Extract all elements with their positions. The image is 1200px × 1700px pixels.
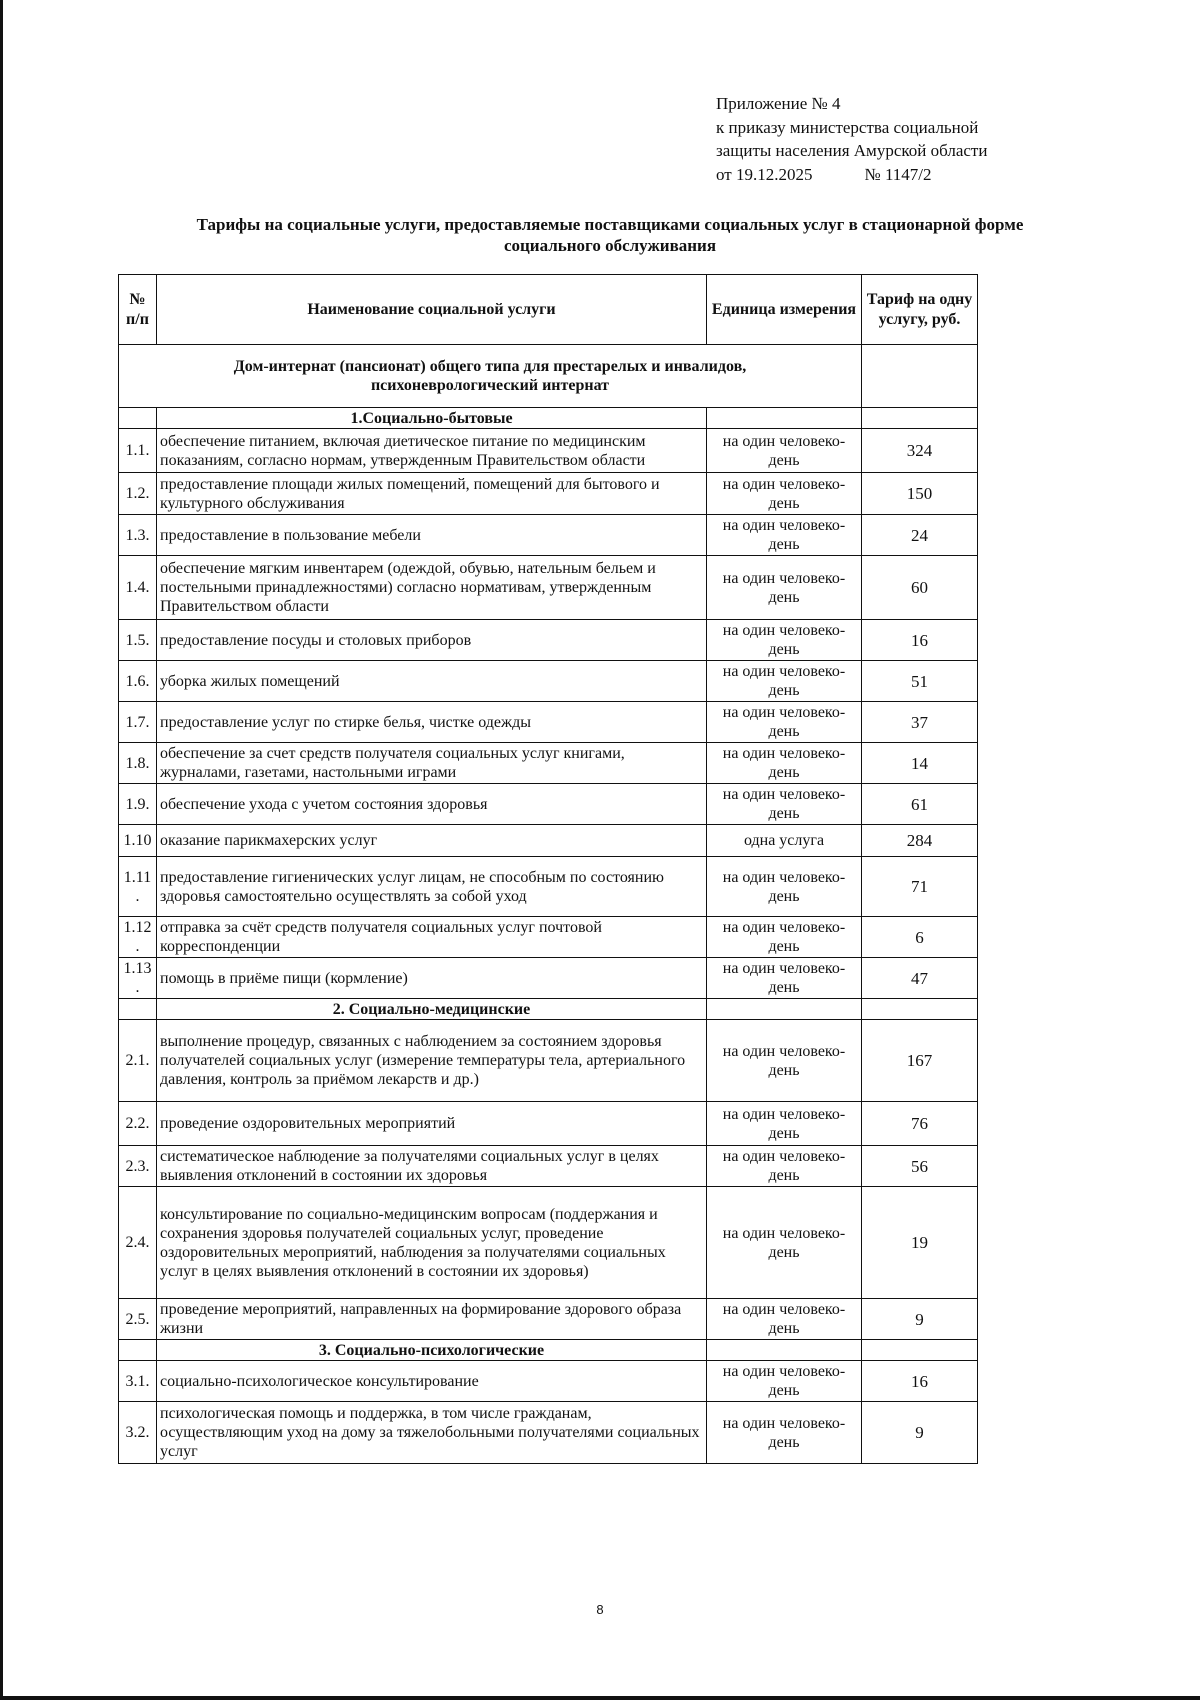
service-number: 1.10 — [119, 825, 157, 857]
service-tariff: 150 — [862, 473, 978, 515]
service-number: 1.6. — [119, 661, 157, 702]
section-num-empty-cell — [119, 408, 157, 429]
table-row — [119, 1102, 978, 1146]
table-body — [119, 345, 978, 1464]
service-number: 1.7. — [119, 702, 157, 743]
unit-of-measure: на один человеко-день — [707, 784, 862, 825]
service-name: отправка за счёт средств получателя социальных услуг почтовой корреспонденции — [157, 917, 707, 958]
section-title: 1.Социально-бытовые — [157, 408, 707, 429]
appendix-order-ref: к приказу министерства социальной — [716, 117, 979, 137]
table-row — [119, 1020, 978, 1102]
table-row — [119, 556, 978, 620]
unit-of-measure: на один человеко-день — [707, 857, 862, 917]
appendix-order-number: № 1147/2 — [864, 164, 932, 184]
header-unit: Единица измерения — [707, 275, 862, 345]
section-title: 3. Социально-психологические — [157, 1340, 707, 1361]
unit-of-measure: на один человеко-день — [707, 661, 862, 702]
unit-of-measure: на один человеко-день — [707, 515, 862, 556]
service-tariff: 324 — [862, 429, 978, 473]
service-name: обеспечение за счет средств получателя социальных услуг книгами, журналами, газетами, настольными играми — [157, 743, 707, 784]
service-name: оказание парикмахерских услуг — [157, 825, 707, 857]
table-row — [119, 825, 978, 857]
table-row — [119, 1402, 978, 1464]
service-name: помощь в приёме пищи (кормление) — [157, 958, 707, 999]
service-tariff: 16 — [862, 620, 978, 661]
service-number: 2.5. — [119, 1299, 157, 1340]
header-tariff: Тариф на одну услугу, руб. — [862, 275, 978, 345]
service-tariff: 167 — [862, 1020, 978, 1102]
table-row — [119, 1146, 978, 1187]
table-row — [119, 1187, 978, 1299]
service-name: обеспечение ухода с учетом состояния здоровья — [157, 784, 707, 825]
section-tariff-empty-cell — [862, 999, 978, 1020]
service-tariff: 16 — [862, 1361, 978, 1402]
service-name: выполнение процедур, связанных с наблюдением за состоянием здоровья получателей социальных услуг (измерение температуры тела, артериального давления, контроль за приёмом лекарств и др.) — [157, 1020, 707, 1102]
tariff-table — [118, 274, 978, 1464]
service-tariff: 9 — [862, 1299, 978, 1340]
section-num-empty-cell — [119, 999, 157, 1020]
table-row — [119, 1361, 978, 1402]
table-row — [119, 1299, 978, 1340]
service-tariff: 61 — [862, 784, 978, 825]
institution-type — [119, 345, 862, 408]
scan-border-bottom — [0, 1696, 1200, 1700]
section-unit-empty-cell — [707, 1340, 862, 1361]
table-row — [119, 473, 978, 515]
section-tariff-empty-cell — [862, 1340, 978, 1361]
service-number: 1.13 . — [119, 958, 157, 999]
service-name: предоставление услуг по стирке белья, чистке одежды — [157, 702, 707, 743]
appendix-date: от 19.12.2025 — [716, 164, 813, 184]
section-unit-empty-cell — [707, 999, 862, 1020]
unit-of-measure: на один человеко-день — [707, 917, 862, 958]
document-title-line-1: Тарифы на социальные услуги, предоставляемые поставщиками социальных услуг в стационарной форме — [196, 215, 1024, 234]
service-tariff: 76 — [862, 1102, 978, 1146]
appendix-reference — [716, 92, 1016, 186]
unit-of-measure: на один человеко-день — [707, 743, 862, 784]
service-tariff: 37 — [862, 702, 978, 743]
table-row — [119, 620, 978, 661]
service-number: 1.8. — [119, 743, 157, 784]
service-name: обеспечение мягким инвентарем (одеждой, обувью, нательным бельем и постельными принадлежностями) согласно нормативам, утвержденным Правительством области — [157, 556, 707, 620]
unit-of-measure: одна услуга — [707, 825, 862, 857]
unit-of-measure: на один человеко-день — [707, 702, 862, 743]
document-title-line-2: социального обслуживания — [503, 236, 717, 255]
service-tariff: 9 — [862, 1402, 978, 1464]
table-header-row — [119, 275, 978, 345]
service-tariff: 56 — [862, 1146, 978, 1187]
service-tariff: 14 — [862, 743, 978, 784]
table-row — [119, 784, 978, 825]
appendix-date-line — [716, 163, 1016, 187]
service-name: психологическая помощь и поддержка, в том числе гражданам, осуществляющим уход на дому за тяжелобольными получателями социальных услуг — [157, 1402, 707, 1464]
service-name: предоставление в пользование мебели — [157, 515, 707, 556]
service-number: 1.3. — [119, 515, 157, 556]
table-row — [119, 917, 978, 958]
unit-of-measure: на один человеко-день — [707, 1299, 862, 1340]
appendix-number: Приложение № 4 — [716, 94, 841, 113]
institution-type-line-1: Дом-интернат (пансионат) общего типа для престарелых и инвалидов, — [233, 358, 747, 375]
service-number: 1.11 . — [119, 857, 157, 917]
table-row — [119, 515, 978, 556]
service-tariff: 51 — [862, 661, 978, 702]
table-row — [119, 743, 978, 784]
service-name: проведение мероприятий, направленных на формирование здорового образа жизни — [157, 1299, 707, 1340]
service-name: проведение оздоровительных мероприятий — [157, 1102, 707, 1146]
header-name: Наименование социальной услуги — [157, 275, 707, 345]
table-row — [119, 429, 978, 473]
service-tariff: 19 — [862, 1187, 978, 1299]
service-number: 2.2. — [119, 1102, 157, 1146]
unit-of-measure: на один человеко-день — [707, 1187, 862, 1299]
service-number: 1.9. — [119, 784, 157, 825]
service-name: обеспечение питанием, включая диетическое питание по медицинским показаниям, согласно нормам, утвержденным Правительством области — [157, 429, 707, 473]
institution-type-empty-cell — [862, 345, 978, 408]
section-tariff-empty-cell — [862, 408, 978, 429]
service-number: 1.2. — [119, 473, 157, 515]
service-tariff: 71 — [862, 857, 978, 917]
service-number: 1.5. — [119, 620, 157, 661]
service-name: систематическое наблюдение за получателями социальных услуг в целях выявления отклонений в состоянии их здоровья — [157, 1146, 707, 1187]
service-tariff: 24 — [862, 515, 978, 556]
service-number: 1.4. — [119, 556, 157, 620]
service-number: 1.1. — [119, 429, 157, 473]
service-name: уборка жилых помещений — [157, 661, 707, 702]
institution-type-row — [119, 345, 978, 408]
page-number: 8 — [596, 1602, 604, 1617]
service-tariff: 60 — [862, 556, 978, 620]
section-row — [119, 1340, 978, 1361]
service-number: 3.2. — [119, 1402, 157, 1464]
service-tariff: 47 — [862, 958, 978, 999]
document-title — [110, 214, 1110, 256]
service-number: 3.1. — [119, 1361, 157, 1402]
service-number: 2.4. — [119, 1187, 157, 1299]
unit-of-measure: на один человеко-день — [707, 556, 862, 620]
header-num: № п/п — [119, 275, 157, 345]
service-name: предоставление гигиенических услуг лицам, не способным по состоянию здоровья самостоятельно осуществлять за собой уход — [157, 857, 707, 917]
table-row — [119, 857, 978, 917]
unit-of-measure: на один человеко-день — [707, 473, 862, 515]
unit-of-measure: на один человеко-день — [707, 1146, 862, 1187]
unit-of-measure: на один человеко-день — [707, 1361, 862, 1402]
unit-of-measure: на один человеко-день — [707, 1402, 862, 1464]
service-number: 2.3. — [119, 1146, 157, 1187]
scan-border-left — [0, 0, 3, 1700]
table-row — [119, 958, 978, 999]
unit-of-measure: на один человеко-день — [707, 1020, 862, 1102]
appendix-authority: защиты населения Амурской области — [716, 141, 988, 160]
table-row — [119, 661, 978, 702]
service-tariff: 6 — [862, 917, 978, 958]
service-tariff: 284 — [862, 825, 978, 857]
service-number: 2.1. — [119, 1020, 157, 1102]
service-name: предоставление посуды и столовых приборов — [157, 620, 707, 661]
section-row — [119, 999, 978, 1020]
service-name: предоставление площади жилых помещений, помещений для бытового и культурного обслуживания — [157, 473, 707, 515]
section-title: 2. Социально-медицинские — [157, 999, 707, 1020]
service-name: социально-психологическое консультирование — [157, 1361, 707, 1402]
unit-of-measure: на один человеко-день — [707, 1102, 862, 1146]
unit-of-measure: на один человеко-день — [707, 620, 862, 661]
section-row — [119, 408, 978, 429]
section-unit-empty-cell — [707, 408, 862, 429]
unit-of-measure: на один человеко-день — [707, 958, 862, 999]
unit-of-measure: на один человеко-день — [707, 429, 862, 473]
institution-type-line-2: психоневрологический интернат — [370, 377, 610, 394]
service-number: 1.12 . — [119, 917, 157, 958]
table-row — [119, 702, 978, 743]
service-name: консультирование по социально-медицинским вопросам (поддержания и сохранения здоровья получателей социальных услуг, проведение оздоровительных мероприятий, наблюдения за получателями социальных услуг в целях выявления отклонений в состоянии их здоровья) — [157, 1187, 707, 1299]
section-num-empty-cell — [119, 1340, 157, 1361]
